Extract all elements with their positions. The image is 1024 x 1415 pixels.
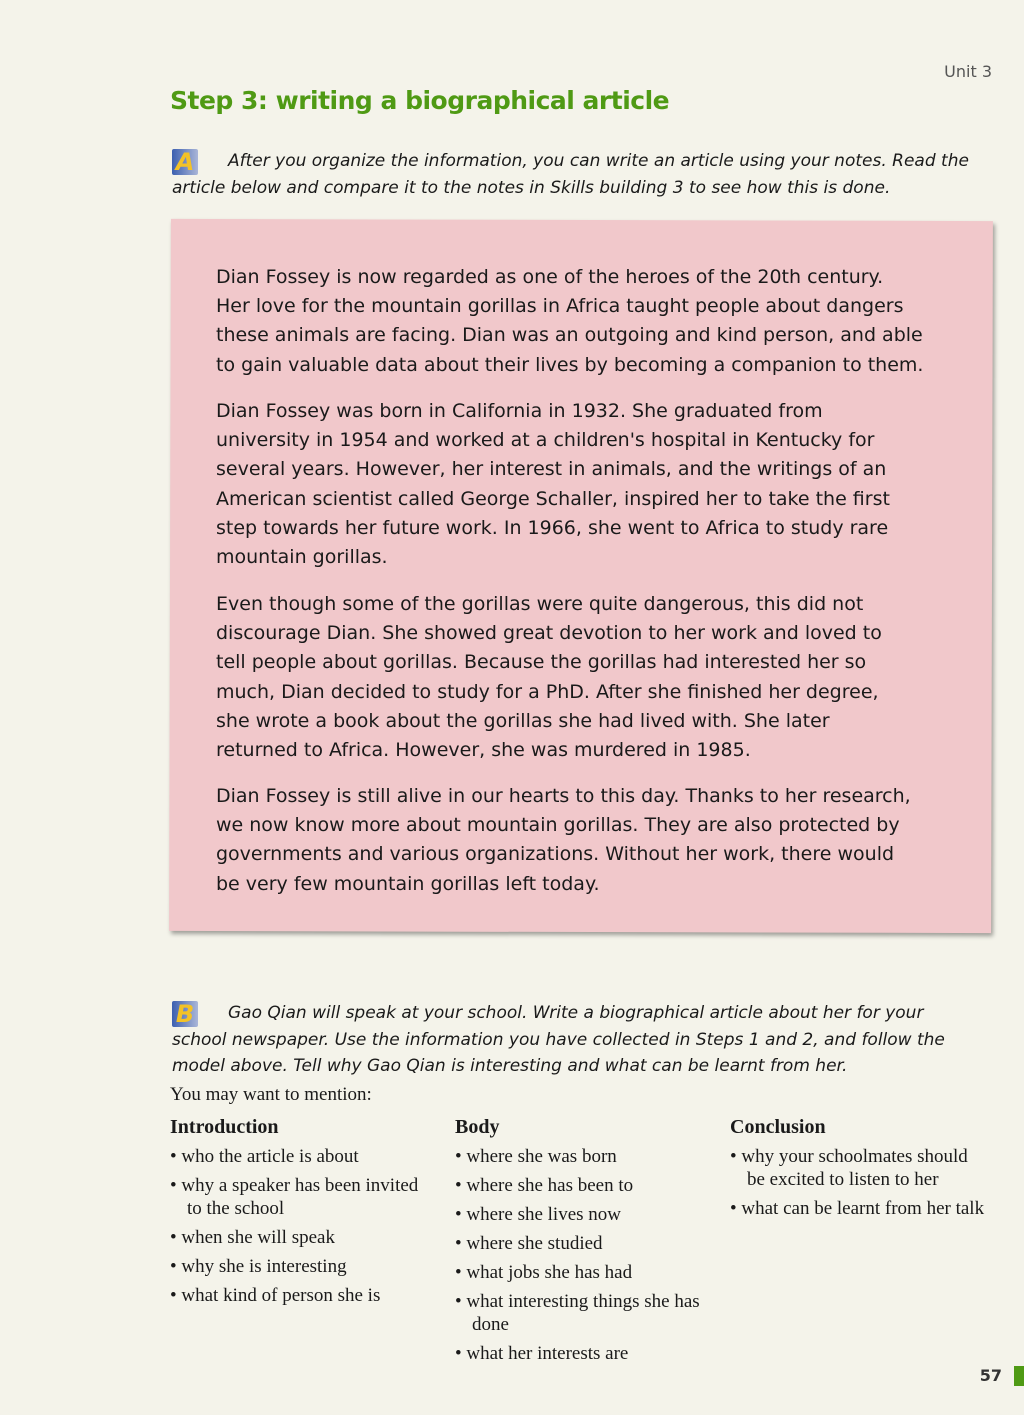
article-paragraph [216,590,882,765]
article-line: Dian Fossey is now regarded as one of the heroes of the 20th century. [216,266,884,288]
list-item: • what can be learnt from her talk [730,1198,985,1219]
list-item: • what her interests are [455,1343,629,1364]
article-line: several years. However, her interest in animals, and the writings of an [216,458,887,481]
article-line: step towards her future work. In 1966, she went to Africa to study rare [216,516,889,539]
article-line: be very few mountain gorillas left today. [216,872,600,895]
article-paragraph [216,782,911,899]
list-item: • what interesting things she has done [455,1291,700,1335]
article-line: Even though some of the gorillas were quite dangerous, this did not [216,593,864,615]
article-line: Dian Fossey was born in California in 1932. She graduated from [216,400,823,422]
article-line: discourage Dian. She showed great devotion to her work and loved to [216,622,882,645]
article-line: much, Dian decided to study for a PhD. After she finished her degree, [216,680,879,703]
list-item: • what jobs she has had [455,1262,633,1283]
list-item: • where she was born [455,1146,617,1167]
article-paragraph [216,397,890,572]
page-tab-marker [1014,1366,1024,1386]
page-number: 57 [979,1366,1002,1385]
article-line: tell people about gorillas. Because the gorillas had interested her so [216,651,867,674]
article-line: American scientist called George Schaller, inspired her to take the first [216,487,890,510]
article-line: to gain valuable data about their lives by becoming a companion to them. [216,353,924,376]
list-item: • where she studied [455,1233,603,1254]
column-heading: Introduction [170,1116,279,1138]
article-line: these animals are facing. Dian was an outgoing and kind person, and able [216,324,923,347]
article-line: Dian Fossey is still alive in our hearts to this day. Thanks to her research, [216,785,911,807]
article-paragraph [216,263,923,380]
column-heading: Body [455,1116,500,1138]
list-item: • why your schoolmates should be excited to listen to her [730,1146,968,1190]
instruction-a-text: After you organize the information, you can write an article using your notes. Read the article below and compare it to the notes in Skills building 3 to see how this is done. [172,151,969,198]
article-line: Her love for the mountain gorillas in Africa taught people about dangers [216,295,904,318]
article-line: she wrote a book about the gorillas she had lived with. She later [216,709,830,732]
article-line: university in 1954 and worked at a children's hospital in Kentucky for [216,429,875,452]
list-item: • why a speaker has been invited to the school [170,1175,419,1219]
mention-column-conclusion [730,1116,990,1226]
list-item: • who the article is about [170,1146,359,1167]
mention-column-introduction [170,1116,420,1313]
list-item: • what kind of person she is [170,1285,381,1306]
list-item: • where she has been to [455,1175,634,1196]
article-line: we now know more about mountain gorillas. They are also protected by [216,814,900,837]
column-heading: Conclusion [730,1116,826,1138]
badge-a: A [172,149,198,175]
article-line: mountain gorillas. [216,546,388,569]
list-item: • where she lives now [455,1204,621,1225]
list-item: • when she will speak [170,1227,335,1248]
article-line: governments and various organizations. Without her work, there would [216,843,895,866]
instruction-b [172,1000,972,1079]
article-line: returned to Africa. However, she was murdered in 1985. [216,739,751,762]
list-item: • why she is interesting [170,1256,347,1277]
instruction-a [172,148,1002,201]
mention-label: You may want to mention: [170,1084,372,1105]
unit-label: Unit 3 [944,62,992,81]
mention-column-body [455,1116,705,1371]
step-title: Step 3: writing a biographical article [170,86,670,115]
badge-b: B [172,1001,198,1027]
instruction-b-text: Gao Qian will speak at your school. Write a biographical article about her for your school newspaper. Use the information you have collected in Steps 1 and 2, and follow the model above. Tell why Gao Qian is interesting and what can be learnt from her. [172,1003,945,1076]
